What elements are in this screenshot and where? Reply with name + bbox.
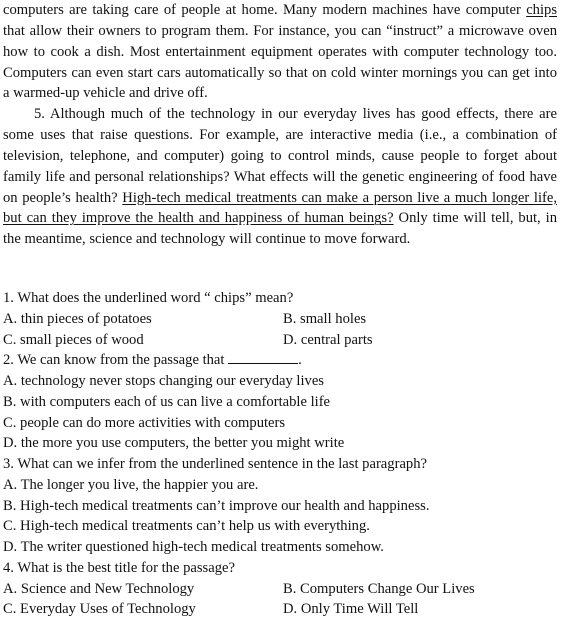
question-1-option-c: C. small pieces of wood bbox=[3, 331, 144, 348]
question-3-option-c: C. High-tech medical treatments can’t help us with everything. bbox=[3, 518, 370, 535]
question-4-stem: 4. What is the best title for the passage? bbox=[3, 559, 235, 576]
question-list bbox=[3, 288, 559, 620]
question-3-option-d: D. The writer questioned high-tech medical treatments somehow. bbox=[3, 539, 384, 555]
question-3-option-a: A. The longer you live, the happier you are. bbox=[3, 476, 259, 493]
question-1-option-b: B. small holes bbox=[283, 310, 367, 327]
question-2-option-a: A. technology never stops changing our everyday lives bbox=[3, 373, 324, 389]
underlined-sentence: High-tech medical treatments can make a person live a much longer life, but can they improve the health and happiness of human beings? bbox=[3, 189, 557, 227]
answer-blank bbox=[228, 351, 298, 364]
question-4-option-a: A. Science and New Technology bbox=[3, 580, 195, 597]
question-2-option-c: C. people can do more activities with computers bbox=[3, 414, 286, 431]
question-3-stem: 3. What can we infer from the underlined sentence in the last paragraph? bbox=[3, 456, 427, 472]
question-4-options-row-1 bbox=[3, 579, 559, 600]
paragraph-4-text-start: computers are taking care of people at home. Many modern machines have computer bbox=[3, 2, 527, 18]
question-1-stem: 1. What does the underlined word “ chips” mean? bbox=[3, 290, 294, 306]
question-2-stem-end: . bbox=[298, 352, 302, 369]
question-4-option-d: D. Only Time Will Tell bbox=[283, 601, 419, 618]
paragraph-4-text-end: that allow their owners to program them. For instance, you can “instruct” a microwave oven how to cook a dish. Most entertainment equipment operates with computer technology too. Computers can even start cars automatically so that on cold winter mornings you can get into a warmed-up vehicle and drive off. bbox=[3, 22, 557, 102]
question-4-option-b: B. Computers Change Our Lives bbox=[283, 580, 475, 597]
question-1-options-row-1 bbox=[3, 309, 559, 330]
question-2-stem bbox=[3, 350, 559, 371]
question-1-option-a: A. thin pieces of potatoes bbox=[3, 310, 152, 327]
paragraph-5-text-start: 5. Although much of the technology in our everyday lives has good effects, there are some uses that raise questions. For example, are interactive media (i.e., a combination of television, telephone, and computer) going to control minds, cause people to forget about family life and personal relationships? What effects will the genetic engineering of food have on people’s health? bbox=[3, 106, 557, 206]
paragraph-5-text-end: Only time will tell, but, in the meantime, science and technology will continue to move forward. bbox=[3, 210, 557, 248]
paragraph-5 bbox=[3, 104, 557, 250]
question-1-options-row-2 bbox=[3, 330, 559, 351]
question-2-option-d: D. the more you use computers, the better you might write bbox=[3, 435, 345, 452]
question-2-option-b: B. with computers each of us can live a comfortable life bbox=[3, 393, 331, 410]
underlined-word-chips: chips bbox=[526, 2, 557, 18]
question-1-option-d: D. central parts bbox=[283, 331, 373, 348]
question-4-option-c: C. Everyday Uses of Technology bbox=[3, 601, 196, 618]
question-3-option-b: B. High-tech medical treatments can’t improve our health and happiness. bbox=[3, 497, 430, 514]
reading-passage bbox=[3, 0, 557, 250]
question-4-options-row-2 bbox=[3, 599, 559, 620]
paragraph-4 bbox=[3, 0, 557, 104]
question-2-stem-text: 2. We can know from the passage that bbox=[3, 352, 229, 369]
